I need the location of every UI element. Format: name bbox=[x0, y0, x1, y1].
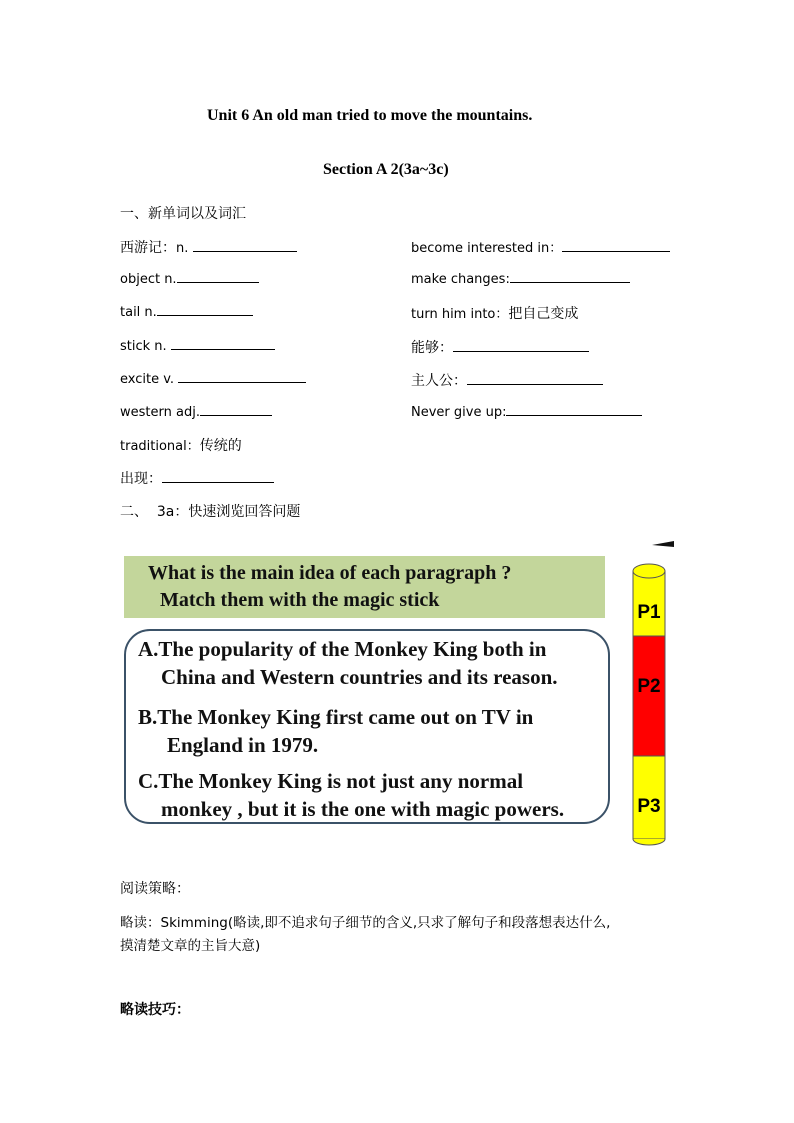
answer-blank[interactable] bbox=[200, 403, 272, 416]
vocab-meaning: 传统的 bbox=[199, 438, 242, 454]
vocab-label: 西游记： bbox=[120, 240, 176, 256]
vocab-item-xiyouji bbox=[120, 237, 297, 257]
options-box bbox=[124, 629, 610, 824]
question-line-1: What is the main idea of each paragraph ? bbox=[148, 562, 512, 584]
vocab-text: stick n. bbox=[120, 339, 171, 354]
vocab-item-zhurengong bbox=[411, 370, 603, 390]
strategy-text-line-2: 摸清楚文章的主旨大意) bbox=[120, 938, 261, 954]
vocab-text: excite v. bbox=[120, 372, 179, 387]
vocab-item-never-give-up bbox=[411, 403, 642, 420]
option-c-line-2: monkey , but it is the one with magic powers. bbox=[161, 797, 565, 821]
stick-label-p1: P1 bbox=[637, 602, 661, 623]
page-subtitle: Section A 2(3a~3c) bbox=[323, 161, 449, 178]
vocab-item-excite bbox=[120, 370, 306, 387]
vocab-text: make changes: bbox=[411, 272, 510, 287]
vocab-text: turn him into： bbox=[411, 307, 509, 322]
vocab-item-chuxian bbox=[120, 468, 274, 488]
answer-blank[interactable] bbox=[467, 372, 603, 385]
vocab-item-traditional bbox=[120, 435, 242, 455]
section1-heading: 一、新单词以及词汇 bbox=[120, 206, 246, 222]
strategy-heading: 阅读策略： bbox=[120, 881, 190, 897]
vocab-item-object bbox=[120, 270, 259, 287]
answer-blank[interactable] bbox=[177, 270, 259, 283]
option-a-line-1: A.The popularity of the Monkey King both in bbox=[138, 637, 547, 661]
vocab-text: become interested in： bbox=[411, 241, 563, 256]
strategy-text-line-1: 略读：Skimming(略读,即不追求句子细节的含义,只求了解句子和段落想表达什么, bbox=[120, 915, 611, 931]
answer-blank[interactable] bbox=[562, 239, 670, 252]
stick-bottom-cap bbox=[633, 839, 665, 845]
vocab-label: 能够： bbox=[411, 340, 453, 356]
question-line-2: Match them with the magic stick bbox=[160, 589, 440, 611]
vocab-item-turn-into bbox=[411, 303, 578, 323]
answer-blank[interactable] bbox=[453, 339, 589, 352]
answer-blank[interactable] bbox=[506, 403, 642, 416]
vocab-label: 出现： bbox=[120, 471, 162, 487]
vocab-text: object n. bbox=[120, 272, 177, 287]
stick-label-p2: P2 bbox=[637, 676, 661, 697]
answer-blank[interactable] bbox=[157, 303, 253, 316]
stick-top-cap bbox=[633, 564, 665, 578]
vocab-item-become-interested bbox=[411, 237, 670, 256]
vocab-item-nenggou bbox=[411, 337, 589, 357]
magic-stick bbox=[620, 538, 680, 848]
answer-blank[interactable] bbox=[171, 337, 275, 350]
option-a-line-2: China and Western countries and its reason. bbox=[161, 665, 558, 689]
vocab-text: tail n. bbox=[120, 305, 157, 320]
answer-blank[interactable] bbox=[510, 270, 630, 283]
answer-blank[interactable] bbox=[178, 370, 306, 383]
vocab-item-western bbox=[120, 403, 272, 420]
vocab-text: Never give up: bbox=[411, 405, 507, 420]
corner-mark bbox=[652, 541, 674, 547]
vocab-label: 主人公： bbox=[411, 373, 467, 389]
vocab-text: n. bbox=[176, 241, 193, 256]
page-title: Unit 6 An old man tried to move the mountains. bbox=[207, 107, 533, 124]
vocab-item-stick bbox=[120, 337, 275, 354]
vocab-meaning: 把自己变成 bbox=[508, 306, 579, 322]
answer-blank[interactable] bbox=[162, 470, 274, 483]
vocab-item-tail bbox=[120, 303, 253, 320]
section2-heading: 二、 3a：快速浏览回答问题 bbox=[120, 504, 301, 520]
option-c-line-1: C.The Monkey King is not just any normal bbox=[138, 769, 524, 793]
question-banner bbox=[124, 556, 605, 618]
answer-blank[interactable] bbox=[193, 239, 297, 252]
technique-heading: 略读技巧： bbox=[120, 1002, 190, 1018]
stick-label-p3: P3 bbox=[637, 796, 661, 817]
vocab-item-make-changes bbox=[411, 270, 630, 287]
vocab-text: traditional： bbox=[120, 439, 200, 454]
option-b-line-1: B.The Monkey King first came out on TV in bbox=[138, 705, 534, 729]
vocab-text: western adj. bbox=[120, 405, 200, 420]
option-b-line-2: England in 1979. bbox=[167, 733, 319, 757]
